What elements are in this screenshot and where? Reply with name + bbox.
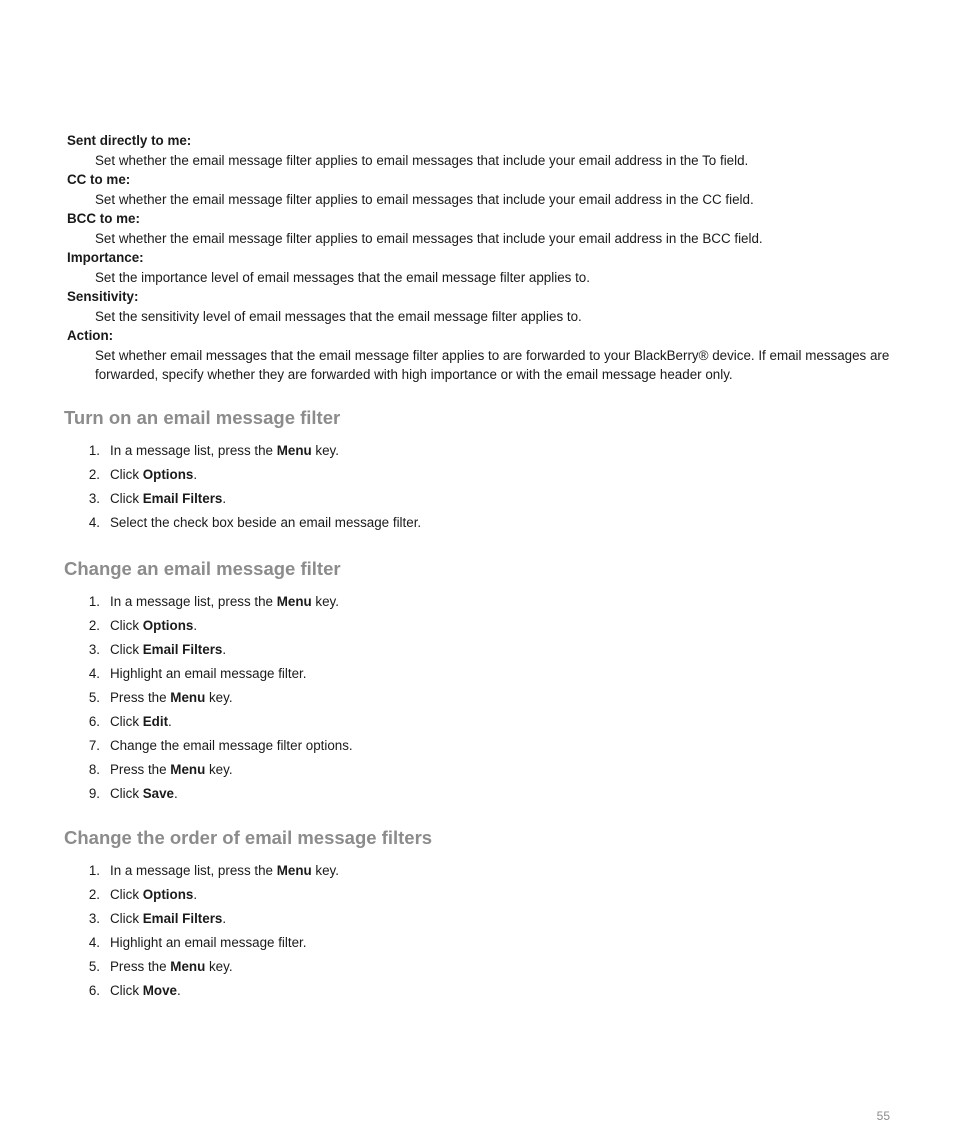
step-number: 3.	[88, 911, 100, 926]
ui-term: Options	[142, 887, 194, 902]
step-text-pre: Click	[110, 714, 143, 729]
step-number: 3.	[88, 491, 100, 506]
step-text-pre: Highlight an email message filter.	[110, 666, 307, 681]
step-number: 8.	[88, 762, 100, 777]
step-text	[110, 979, 181, 1003]
step-text	[110, 487, 226, 511]
step-item	[64, 907, 904, 931]
step-text-post: key.	[311, 594, 339, 609]
step-text	[110, 511, 421, 535]
definition-term: BCC to me:	[67, 211, 140, 226]
step-item	[64, 758, 904, 782]
step-item	[64, 463, 904, 487]
step-item	[64, 614, 904, 638]
step-text-pre: Click	[110, 983, 143, 998]
section-change-filter	[64, 557, 904, 806]
definition-term: Sensitivity:	[67, 289, 139, 304]
section-heading: Change the order of email message filters	[64, 827, 433, 848]
step-number: 2.	[88, 467, 100, 482]
step-number: 1.	[88, 594, 100, 609]
step-item	[64, 487, 904, 511]
step-item	[64, 638, 904, 662]
definition-description: Set whether email messages that the email message filter applies to are forwarded to your BlackBerry® device. If email messages are forwarded, specify whether they are forwarded with high importance or with the email message header only.	[95, 347, 890, 382]
step-text-pre: Click	[110, 642, 143, 657]
step-item	[64, 662, 904, 686]
step-text-pre: Click	[110, 911, 143, 926]
step-item	[64, 734, 904, 758]
ui-term: Menu	[170, 762, 206, 777]
step-number: 5.	[88, 959, 100, 974]
ui-term: Menu	[170, 690, 206, 705]
step-text	[110, 614, 197, 638]
step-text	[110, 955, 233, 979]
ui-term: Menu	[276, 443, 312, 458]
step-text	[110, 439, 339, 463]
ui-term: Options	[142, 467, 194, 482]
ui-term: Move	[142, 983, 177, 998]
step-text	[110, 758, 233, 782]
ui-term: Options	[142, 618, 194, 633]
steps-list	[64, 439, 904, 535]
step-text	[110, 710, 172, 734]
step-text-pre: Click	[110, 618, 143, 633]
step-text-post: key.	[205, 762, 233, 777]
step-number: 1.	[88, 863, 100, 878]
page-number: 55	[876, 1109, 890, 1123]
definition-description: Set the sensitivity level of email messages that the email message filter applies to.	[95, 308, 582, 324]
definition-term: Sent directly to me:	[67, 133, 192, 148]
ui-term: Menu	[276, 863, 312, 878]
step-item	[64, 955, 904, 979]
step-number: 2.	[88, 618, 100, 633]
step-text-pre: Press the	[110, 690, 171, 705]
step-text-pre: Click	[110, 887, 143, 902]
step-text-post: .	[193, 887, 198, 902]
definition-term: CC to me:	[67, 172, 131, 187]
step-text	[110, 907, 226, 931]
step-text	[110, 662, 307, 686]
definition-description: Set whether the email message filter applies to email messages that include your email address in the To field.	[95, 152, 749, 168]
definition-term: Action:	[67, 328, 114, 343]
ui-term: Email Filters	[142, 491, 223, 506]
step-text-pre: Change the email message filter options.	[110, 738, 353, 753]
step-text-pre: Press the	[110, 959, 171, 974]
step-text	[110, 463, 197, 487]
step-item	[64, 511, 904, 535]
step-text-post: .	[168, 714, 172, 729]
step-number: 4.	[88, 666, 100, 681]
ui-term: Save	[142, 786, 175, 801]
step-item	[64, 710, 904, 734]
step-text	[110, 638, 226, 662]
step-number: 6.	[88, 983, 100, 998]
step-text-pre: Press the	[110, 762, 171, 777]
step-number: 3.	[88, 642, 100, 657]
step-number: 5.	[88, 690, 100, 705]
step-text-post: key.	[311, 443, 339, 458]
ui-term: Menu	[276, 594, 312, 609]
step-item	[64, 782, 904, 806]
step-text-post: key.	[205, 959, 233, 974]
step-text	[110, 883, 197, 907]
step-number: 2.	[88, 887, 100, 902]
definition-description: Set whether the email message filter applies to email messages that include your email address in the BCC field.	[95, 230, 763, 246]
section-heading: Change an email message filter	[64, 558, 341, 579]
step-item	[64, 859, 904, 883]
ui-term: Edit	[142, 714, 169, 729]
step-text-pre: Select the check box beside an email message filter.	[110, 515, 422, 530]
step-item	[64, 883, 904, 907]
step-item	[64, 979, 904, 1003]
step-text-post: .	[193, 467, 198, 482]
ui-term: Menu	[170, 959, 206, 974]
step-text-pre: Highlight an email message filter.	[110, 935, 307, 950]
step-text-pre: Click	[110, 467, 143, 482]
section-turn-on-filter	[64, 406, 904, 535]
section-heading: Turn on an email message filter	[64, 407, 341, 428]
step-item	[64, 590, 904, 614]
step-text-post: .	[222, 491, 227, 506]
step-item	[64, 686, 904, 710]
step-text	[110, 734, 353, 758]
step-text	[110, 931, 307, 955]
step-text-post: key.	[311, 863, 339, 878]
step-text-post: .	[193, 618, 198, 633]
step-number: 6.	[88, 714, 100, 729]
ui-term: Email Filters	[142, 911, 223, 926]
step-item	[64, 439, 904, 463]
definition-term: Importance:	[67, 250, 144, 265]
step-text-pre: In a message list, press the	[110, 594, 277, 609]
step-text-pre: In a message list, press the	[110, 443, 277, 458]
step-text-post: .	[222, 642, 227, 657]
step-number: 4.	[88, 935, 100, 950]
definition-list	[67, 131, 907, 385]
section-change-order	[64, 826, 904, 1003]
step-number: 1.	[88, 443, 100, 458]
steps-list	[64, 859, 904, 1003]
steps-list	[64, 590, 904, 806]
step-text-post: .	[222, 911, 227, 926]
step-text-pre: Click	[110, 491, 143, 506]
step-number: 9.	[88, 786, 100, 801]
definition-description: Set the importance level of email messages that the email message filter applies to.	[95, 269, 590, 285]
ui-term: Email Filters	[142, 642, 223, 657]
step-text-post: key.	[205, 690, 233, 705]
step-text-post: .	[176, 983, 181, 998]
step-text-post: .	[174, 786, 178, 801]
step-item	[64, 931, 904, 955]
step-text-pre: Click	[110, 786, 143, 801]
step-text	[110, 859, 339, 883]
step-number: 4.	[88, 515, 100, 530]
definition-description: Set whether the email message filter applies to email messages that include your email address in the CC field.	[95, 191, 754, 207]
step-number: 7.	[88, 738, 100, 753]
step-text	[110, 686, 233, 710]
step-text	[110, 782, 178, 806]
step-text-pre: In a message list, press the	[110, 863, 277, 878]
step-text	[110, 590, 339, 614]
